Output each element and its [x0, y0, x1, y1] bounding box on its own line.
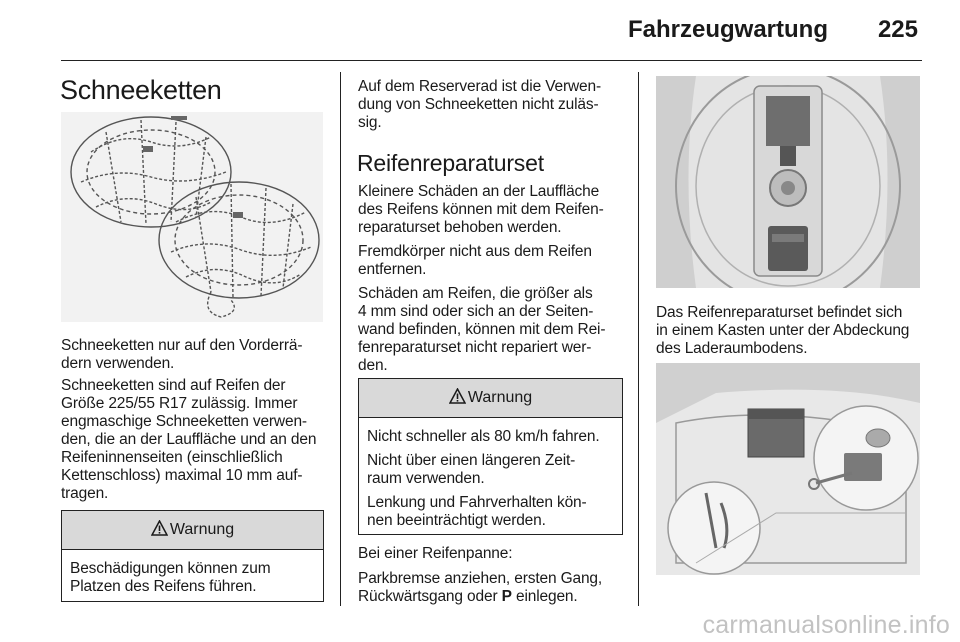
section-title-repair-kit: Reifenreparaturset [357, 150, 544, 176]
warning-triangle-icon [449, 388, 466, 404]
paragraph-spare-wheel: Auf dem Reserverad ist die Verwen- dung von Schneeketten nicht zuläs- sig. [358, 78, 602, 131]
text-line: Größe 225/55 R17 zulässig. Immer [61, 395, 298, 412]
gear-p-label: P [501, 588, 512, 605]
text-line: Reifeninnenseiten (einschließlich [61, 449, 283, 466]
column-divider-right [638, 72, 639, 606]
warning-box-chains [61, 510, 324, 602]
paragraph-large-damage: Schäden am Reifen, die größer als 4 mm sind oder sich an der Seiten- wand befinden, können mit dem Rei- fenreparaturset nicht repariert wer- den. [358, 285, 606, 374]
text-line: den, die an der Lauffläche und an den [61, 431, 317, 448]
cargo-floor-repair-kit-illustration [656, 363, 920, 575]
paragraph-front-wheels: Schneeketten nur auf den Vorderrä- dern verwenden. [61, 337, 303, 372]
watermark: carmanualsonline.info [702, 611, 950, 639]
warning-heading: Warnung [359, 379, 622, 418]
paragraph-minor-damage: Kleinere Schäden an der Lauffläche des Reifens können mit dem Reifen- reparaturset behoben werden. [358, 183, 604, 236]
text-line: Schneeketten sind auf Reifen der [61, 377, 286, 394]
warning-speed-limit: Nicht schneller als 80 km/h fahren. [367, 428, 600, 445]
snow-chains-illustration [61, 112, 323, 322]
warning-duration: Nicht über einen längeren Zeit- raum verwenden. [367, 452, 576, 487]
running-header-title: Fahrzeugwartung [627, 16, 828, 43]
image-caption: Das Reifenreparaturset befindet sich in einem Kasten unter der Abdeckung des Laderaumbodens. [656, 304, 910, 357]
paragraph-parking-brake: Parkbremse anziehen, ersten Gang, Rückwärtsgang oder P einlegen. [358, 570, 603, 605]
text-line: Kettenschloss) maximal 10 mm auf- [61, 467, 303, 484]
warning-heading: Warnung [62, 511, 323, 550]
paragraph-tire-size [61, 377, 331, 503]
warning-box-repair [358, 378, 623, 535]
paragraph-flat-tire: Bei einer Reifenpanne: [358, 545, 513, 562]
text-line: engmaschige Schneeketten verwen- [61, 413, 307, 430]
section-title-snow-chains: Schneeketten [60, 75, 222, 105]
warning-triangle-icon [151, 520, 168, 536]
text-line: tragen. [61, 485, 109, 502]
warning-text: Beschädigungen können zum Platzen des Reifens führen. [70, 560, 271, 595]
page-number: 225 [877, 16, 918, 43]
paragraph-foreign-objects: Fremdkörper nicht aus dem Reifen entfernen. [358, 243, 592, 278]
column-divider-left [340, 72, 341, 606]
warning-handling: Lenkung und Fahrverhalten kön- nen beeinträchtigt werden. [367, 494, 587, 529]
header-rule [61, 60, 922, 61]
spare-wheel-well-illustration [656, 76, 920, 288]
